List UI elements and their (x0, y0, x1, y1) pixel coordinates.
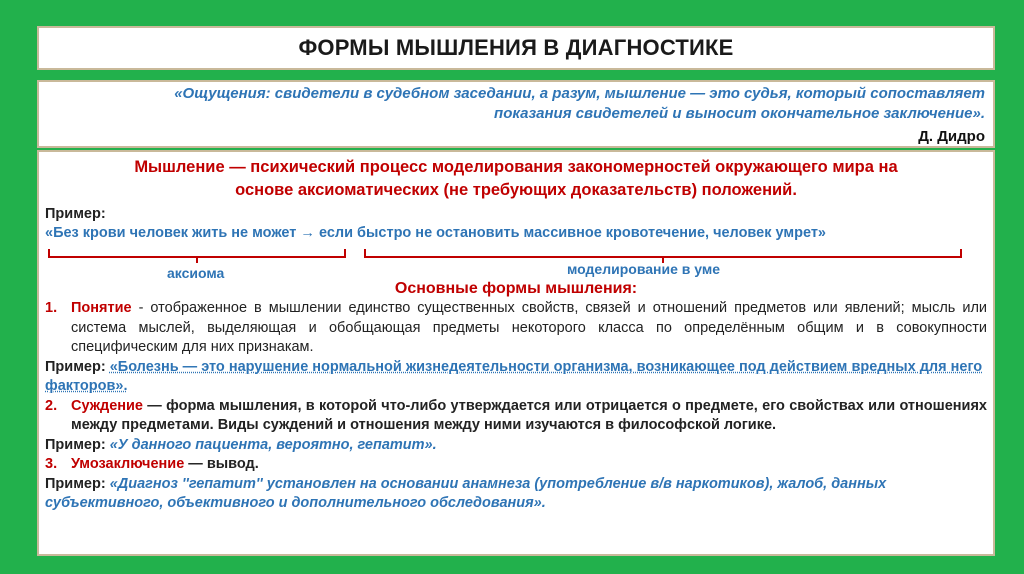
axiom-label: аксиома (167, 265, 225, 281)
definition-line-1: Мышление — психический процесс моделирования закономерностей окружающего мира на (134, 158, 898, 176)
quote-line-2: показания свидетелей и выносит окончательное заключение». (494, 105, 985, 122)
example-label: Пример: (45, 358, 110, 375)
form-term: Понятие (71, 300, 132, 316)
form-term: Умозаключение (71, 456, 185, 472)
form-number: 2. (45, 397, 58, 414)
quote-panel (37, 80, 995, 148)
quote-author: Д. Дидро (918, 128, 985, 145)
arrow-icon: → (296, 225, 319, 241)
form-text: - отображенное в мышлении единство существенных свойств, связей и отношений предметов или явлений; мысль или система мыслей, выделяющая и обобщающая предметы некоторого класса по определённым общим и в совокупности специфическим для них признакам. (71, 300, 987, 355)
definition-line-2: основе аксиоматических (не требующих доказательств) положений. (235, 181, 797, 199)
form-example-concept (45, 358, 987, 397)
example-axiom-text: «Без крови человек жить не может (45, 225, 297, 241)
form-text: — вывод. (184, 456, 259, 472)
example-text: «Болезнь — это нарушение нормальной жизнедеятельности организма, возникающее под действием вредных для него факторов». (45, 358, 983, 394)
example-label: Пример: (45, 475, 110, 492)
form-example-judgement (45, 436, 987, 456)
form-text: — форма мышления, в которой что-либо утверждается или отрицается о предмете, его свойствах или отношениях между предметами. Виды суждений и отношения между ними изучаются в философской логике. (71, 397, 987, 433)
example-block (45, 205, 987, 265)
form-term: Суждение (71, 397, 143, 414)
quote-line-1: «Ощущения: свидетели в судебном заседании, а разум, мышление — это судья, который сопоставляет (174, 85, 985, 102)
example-model-text: если быстро не остановить массивное кровотечение, человек умрет» (318, 225, 827, 241)
example-label: Пример: (45, 436, 110, 453)
page-title: ФОРМЫ МЫШЛЕНИЯ В ДИАГНОСТИКЕ (298, 35, 734, 60)
form-number: 3. (45, 456, 58, 472)
form-item-judgement (45, 397, 987, 436)
forms-title: Основные формы мышления: (394, 280, 638, 297)
content-panel (37, 150, 995, 556)
form-item-inference (45, 455, 987, 475)
example-label: Пример: (45, 206, 106, 222)
form-number: 1. (45, 300, 58, 316)
form-item-concept (45, 299, 987, 358)
example-text: «У данного пациента, вероятно, гепатит». (109, 436, 437, 453)
title-panel (37, 26, 995, 70)
axiom-bracket-icon (47, 249, 347, 263)
form-example-inference (45, 475, 987, 514)
model-label: моделирование в уме (567, 261, 721, 277)
example-text: «Диагноз ''гепатит'' установлен на основании анамнеза (употребление в/в наркотиков), жалоб, данных субъективного, объективного и дополнительного обследования». (45, 475, 887, 511)
bracket-labels (45, 261, 987, 285)
example-quote (45, 224, 987, 243)
